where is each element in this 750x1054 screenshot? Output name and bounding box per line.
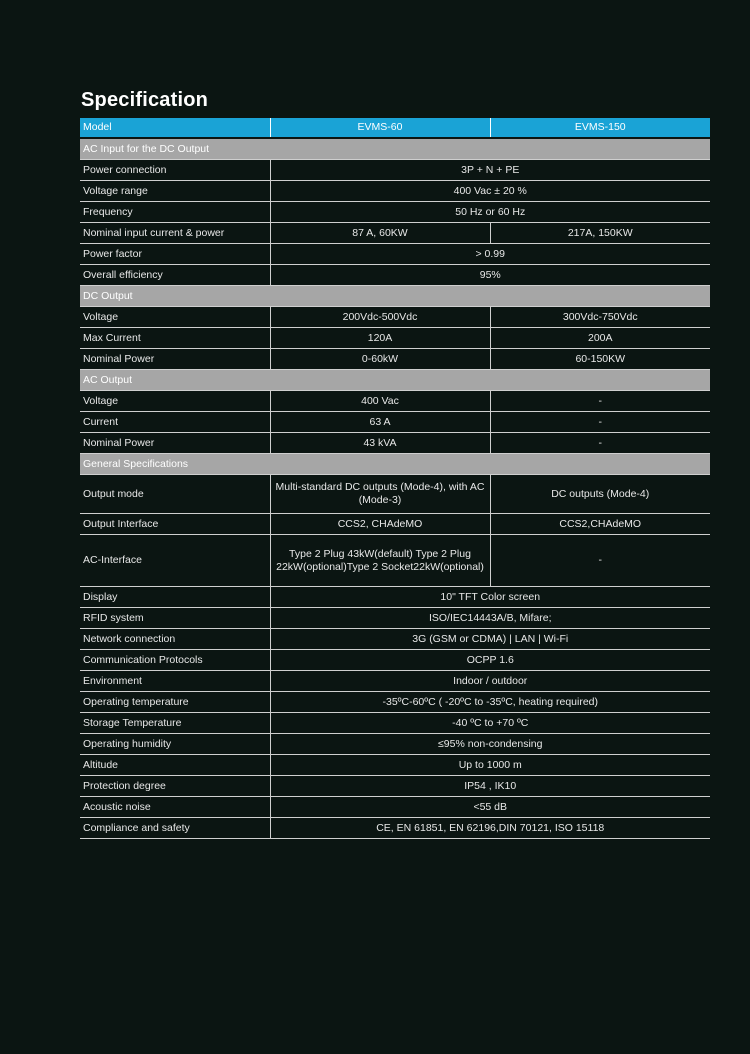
table-row xyxy=(80,713,710,734)
table-row xyxy=(80,244,710,265)
table-row xyxy=(80,307,710,328)
model-header-label: Model xyxy=(80,118,270,138)
table-row xyxy=(80,818,710,839)
spec-label: Display xyxy=(80,587,270,608)
spec-value-evms-60: CCS2, CHAdeMO xyxy=(270,514,490,535)
spec-label: Protection degree xyxy=(80,776,270,797)
table-row xyxy=(80,349,710,370)
table-row xyxy=(80,671,710,692)
spec-label: Current xyxy=(80,412,270,433)
spec-label: RFID system xyxy=(80,608,270,629)
table-row xyxy=(80,412,710,433)
spec-value-evms-150: DC outputs (Mode-4) xyxy=(490,475,710,514)
spec-value-shared: 10" TFT Color screen xyxy=(270,587,710,608)
table-row xyxy=(80,797,710,818)
spec-value-evms-60: 120A xyxy=(270,328,490,349)
spec-label: Nominal Power xyxy=(80,433,270,454)
spec-label: AC-Interface xyxy=(80,535,270,587)
section-header-row xyxy=(80,138,710,160)
spec-value-shared: OCPP 1.6 xyxy=(270,650,710,671)
spec-value-evms-150: CCS2,CHAdeMO xyxy=(490,514,710,535)
spec-value-evms-60: 200Vdc-500Vdc xyxy=(270,307,490,328)
table-row xyxy=(80,587,710,608)
spec-value-evms-150: - xyxy=(490,433,710,454)
section-header-row xyxy=(80,286,710,307)
spec-value-evms-60: 400 Vac xyxy=(270,391,490,412)
spec-value-evms-150: 300Vdc-750Vdc xyxy=(490,307,710,328)
spec-label: Power connection xyxy=(80,160,270,181)
model-evms-150-header: EVMS-150 xyxy=(490,118,710,138)
spec-value-shared: ISO/IEC14443A/B, Mifare; xyxy=(270,608,710,629)
spec-value-shared: 400 Vac ± 20 % xyxy=(270,181,710,202)
table-row xyxy=(80,391,710,412)
spec-label: Communication Protocols xyxy=(80,650,270,671)
spec-value-shared: IP54 , IK10 xyxy=(270,776,710,797)
spec-label: Power factor xyxy=(80,244,270,265)
spec-label: Acoustic noise xyxy=(80,797,270,818)
spec-label: Network connection xyxy=(80,629,270,650)
section-title: General Specifications xyxy=(80,454,710,475)
spec-value-shared: <55 dB xyxy=(270,797,710,818)
spec-value-evms-60: 43 kVA xyxy=(270,433,490,454)
spec-label: Compliance and safety xyxy=(80,818,270,839)
spec-label: Voltage xyxy=(80,307,270,328)
table-row xyxy=(80,755,710,776)
table-row xyxy=(80,475,710,514)
table-row xyxy=(80,160,710,181)
spec-value-evms-150: - xyxy=(490,412,710,433)
spec-label: Voltage xyxy=(80,391,270,412)
spec-value-evms-150: - xyxy=(490,535,710,587)
spec-label: Max Current xyxy=(80,328,270,349)
table-row xyxy=(80,514,710,535)
table-row xyxy=(80,692,710,713)
spec-value-evms-150: - xyxy=(490,391,710,412)
table-row xyxy=(80,265,710,286)
specification-table xyxy=(80,118,710,839)
spec-label: Operating temperature xyxy=(80,692,270,713)
table-row xyxy=(80,776,710,797)
table-row xyxy=(80,535,710,587)
table-row xyxy=(80,328,710,349)
spec-label: Frequency xyxy=(80,202,270,223)
table-row xyxy=(80,433,710,454)
spec-label: Output mode xyxy=(80,475,270,514)
spec-value-shared: 95% xyxy=(270,265,710,286)
table-row xyxy=(80,202,710,223)
spec-value-evms-150: 217A, 150KW xyxy=(490,223,710,244)
table-row xyxy=(80,629,710,650)
spec-value-evms-60: Multi-standard DC outputs (Mode-4), with AC (Mode-3) xyxy=(270,475,490,514)
spec-value-evms-60: 87 A, 60KW xyxy=(270,223,490,244)
table-row xyxy=(80,181,710,202)
section-header-row xyxy=(80,370,710,391)
spec-value-evms-150: 200A xyxy=(490,328,710,349)
table-row xyxy=(80,734,710,755)
spec-label: Voltage range xyxy=(80,181,270,202)
section-title: AC Input for the DC Output xyxy=(80,138,710,160)
spec-label: Overall efficiency xyxy=(80,265,270,286)
section-title: DC Output xyxy=(80,286,710,307)
section-header-row xyxy=(80,454,710,475)
spec-value-shared: -40 ºC to +70 ºC xyxy=(270,713,710,734)
spec-value-shared: 3P + N + PE xyxy=(270,160,710,181)
table-row xyxy=(80,608,710,629)
page-title: Specification xyxy=(81,89,209,111)
spec-label: Environment xyxy=(80,671,270,692)
table-row xyxy=(80,223,710,244)
table-row xyxy=(80,650,710,671)
spec-value-evms-60: 0-60kW xyxy=(270,349,490,370)
model-evms-60-header: EVMS-60 xyxy=(270,118,490,138)
section-title: AC Output xyxy=(80,370,710,391)
spec-label: Storage Temperature xyxy=(80,713,270,734)
spec-value-evms-60: 63 A xyxy=(270,412,490,433)
spec-value-evms-60: Type 2 Plug 43kW(default) Type 2 Plug 22kW(optional)Type 2 Socket22kW(optional) xyxy=(270,535,490,587)
spec-label: Output Interface xyxy=(80,514,270,535)
spec-value-shared: CE, EN 61851, EN 62196,DIN 70121, ISO 15118 xyxy=(270,818,710,839)
spec-label: Nominal input current & power xyxy=(80,223,270,244)
spec-value-shared: -35ºC-60ºC ( -20ºC to -35ºC, heating required) xyxy=(270,692,710,713)
spec-label: Operating humidity xyxy=(80,734,270,755)
table-header-row xyxy=(80,118,710,138)
spec-value-shared: Up to 1000 m xyxy=(270,755,710,776)
specification-table-body xyxy=(80,118,710,839)
spec-value-evms-150: 60-150KW xyxy=(490,349,710,370)
spec-value-shared: > 0.99 xyxy=(270,244,710,265)
spec-value-shared: Indoor / outdoor xyxy=(270,671,710,692)
spec-value-shared: ≤95% non-condensing xyxy=(270,734,710,755)
spec-value-shared: 50 Hz or 60 Hz xyxy=(270,202,710,223)
spec-label: Nominal Power xyxy=(80,349,270,370)
spec-label: Altitude xyxy=(80,755,270,776)
spec-value-shared: 3G (GSM or CDMA) | LAN | Wi-Fi xyxy=(270,629,710,650)
